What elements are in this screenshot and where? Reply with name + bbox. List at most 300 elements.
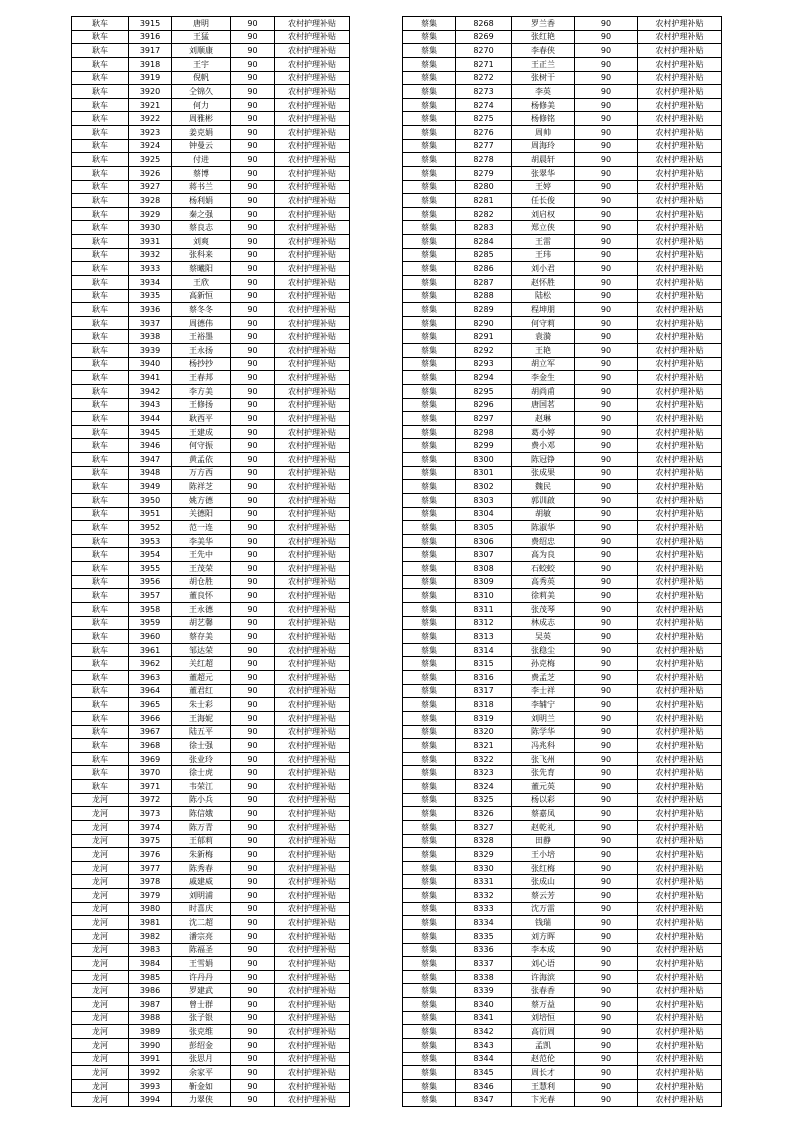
amount-cell: 90	[575, 780, 638, 794]
amount-cell: 90	[231, 1038, 275, 1052]
name-cell: 周长才	[512, 1066, 575, 1080]
table-row	[72, 1038, 350, 1052]
town-cell: 龙河	[72, 834, 129, 848]
table-row	[72, 275, 350, 289]
amount-cell: 90	[231, 521, 275, 535]
subsidy-type-cell: 农村护理补贴	[275, 289, 350, 303]
table-row	[403, 371, 722, 385]
serial-number-cell: 3964	[129, 684, 172, 698]
subsidy-type-cell: 农村护理补贴	[638, 439, 722, 453]
subsidy-type-cell: 农村护理补贴	[638, 875, 722, 889]
name-cell: 陆五平	[172, 725, 231, 739]
serial-number-cell: 3951	[129, 507, 172, 521]
amount-cell: 90	[231, 984, 275, 998]
table-row	[72, 957, 350, 971]
serial-number-cell: 3934	[129, 275, 172, 289]
serial-number-cell: 3919	[129, 71, 172, 85]
amount-cell: 90	[231, 398, 275, 412]
serial-number-cell: 8318	[456, 698, 512, 712]
table-row	[403, 793, 722, 807]
subsidy-type-cell: 农村护理补贴	[638, 616, 722, 630]
name-cell: 杨修铭	[512, 112, 575, 126]
subsidy-type-cell: 农村护理补贴	[638, 957, 722, 971]
table-row	[72, 902, 350, 916]
town-cell: 蔡集	[403, 194, 456, 208]
table-row	[72, 861, 350, 875]
town-cell: 蔡集	[403, 384, 456, 398]
name-cell: 高秀英	[512, 575, 575, 589]
town-cell: 龙河	[72, 970, 129, 984]
table-row	[403, 766, 722, 780]
subsidy-type-cell: 农村护理补贴	[275, 616, 350, 630]
table-row	[72, 1066, 350, 1080]
name-cell: 胡仓胜	[172, 575, 231, 589]
amount-cell: 90	[575, 412, 638, 426]
name-cell: 张春香	[512, 984, 575, 998]
table-row	[403, 221, 722, 235]
name-cell: 王建成	[172, 425, 231, 439]
name-cell: 张红梅	[512, 861, 575, 875]
town-cell: 蔡集	[403, 562, 456, 576]
amount-cell: 90	[575, 562, 638, 576]
serial-number-cell: 8333	[456, 902, 512, 916]
table-row	[72, 521, 350, 535]
table-row	[403, 616, 722, 630]
amount-cell: 90	[231, 316, 275, 330]
town-cell: 蔡集	[403, 671, 456, 685]
subsidy-type-cell: 农村护理补贴	[275, 480, 350, 494]
table-row	[403, 180, 722, 194]
town-cell: 耿车	[72, 643, 129, 657]
name-cell: 陈淑华	[512, 521, 575, 535]
name-cell: 王猛	[172, 30, 231, 44]
subsidy-type-cell: 农村护理补贴	[275, 834, 350, 848]
town-cell: 耿车	[72, 139, 129, 153]
name-cell: 李方美	[172, 384, 231, 398]
serial-number-cell: 3954	[129, 548, 172, 562]
town-cell: 龙河	[72, 943, 129, 957]
table-row	[72, 412, 350, 426]
subsidy-type-cell: 农村护理补贴	[638, 412, 722, 426]
name-cell: 王永扬	[172, 344, 231, 358]
subsidy-type-cell: 农村护理补贴	[638, 1079, 722, 1093]
amount-cell: 90	[575, 235, 638, 249]
amount-cell: 90	[231, 466, 275, 480]
name-cell: 赵范伦	[512, 1052, 575, 1066]
serial-number-cell: 8308	[456, 562, 512, 576]
serial-number-cell: 3942	[129, 384, 172, 398]
subsidy-type-cell: 农村护理补贴	[638, 357, 722, 371]
town-cell: 龙河	[72, 957, 129, 971]
name-cell: 张飞州	[512, 752, 575, 766]
amount-cell: 90	[231, 344, 275, 358]
name-cell: 赵乾礼	[512, 820, 575, 834]
serial-number-cell: 3940	[129, 357, 172, 371]
table-row	[72, 126, 350, 140]
amount-cell: 90	[575, 793, 638, 807]
town-cell: 蔡集	[403, 793, 456, 807]
serial-number-cell: 3981	[129, 916, 172, 930]
amount-cell: 90	[231, 589, 275, 603]
town-cell: 蔡集	[403, 657, 456, 671]
table-row	[72, 1011, 350, 1025]
serial-number-cell: 3993	[129, 1079, 172, 1093]
town-cell: 龙河	[72, 1052, 129, 1066]
amount-cell: 90	[231, 493, 275, 507]
subsidy-type-cell: 农村护理补贴	[275, 1093, 350, 1107]
table-row	[403, 207, 722, 221]
table-row	[403, 1025, 722, 1039]
town-cell: 耿车	[72, 153, 129, 167]
serial-number-cell: 8290	[456, 316, 512, 330]
subsidy-type-cell: 农村护理补贴	[275, 425, 350, 439]
table-row	[72, 630, 350, 644]
amount-cell: 90	[575, 766, 638, 780]
table-row	[403, 166, 722, 180]
town-cell: 龙河	[72, 807, 129, 821]
amount-cell: 90	[575, 44, 638, 58]
name-cell: 张茂琴	[512, 602, 575, 616]
amount-cell: 90	[575, 534, 638, 548]
subsidy-type-cell: 农村护理补贴	[275, 657, 350, 671]
town-cell: 耿车	[72, 575, 129, 589]
table-row	[403, 780, 722, 794]
serial-number-cell: 8298	[456, 425, 512, 439]
amount-cell: 90	[575, 807, 638, 821]
table-row	[72, 480, 350, 494]
subsidy-type-cell: 农村护理补贴	[275, 1025, 350, 1039]
subsidy-type-cell: 农村护理补贴	[275, 957, 350, 971]
serial-number-cell: 3953	[129, 534, 172, 548]
town-cell: 龙河	[72, 1038, 129, 1052]
town-cell: 蔡集	[403, 630, 456, 644]
town-cell: 蔡集	[403, 1025, 456, 1039]
town-cell: 蔡集	[403, 44, 456, 58]
name-cell: 万方西	[172, 466, 231, 480]
table-row	[403, 739, 722, 753]
table-row	[72, 534, 350, 548]
serial-number-cell: 3968	[129, 739, 172, 753]
name-cell: 彭绍金	[172, 1038, 231, 1052]
subsidy-type-cell: 农村护理补贴	[275, 698, 350, 712]
town-cell: 耿车	[72, 207, 129, 221]
subsidy-type-cell: 农村护理补贴	[275, 875, 350, 889]
subsidy-type-cell: 农村护理补贴	[275, 711, 350, 725]
serial-number-cell: 8286	[456, 262, 512, 276]
name-cell: 孙克梅	[512, 657, 575, 671]
serial-number-cell: 8270	[456, 44, 512, 58]
subsidy-type-cell: 农村护理补贴	[275, 820, 350, 834]
name-cell: 李美华	[172, 534, 231, 548]
amount-cell: 90	[575, 357, 638, 371]
serial-number-cell: 3930	[129, 221, 172, 235]
name-cell: 王雪娟	[172, 957, 231, 971]
town-cell: 耿车	[72, 752, 129, 766]
table-row	[403, 998, 722, 1012]
table-row	[403, 684, 722, 698]
serial-number-cell: 3938	[129, 330, 172, 344]
amount-cell: 90	[575, 112, 638, 126]
name-cell: 张稳尘	[512, 643, 575, 657]
amount-cell: 90	[575, 344, 638, 358]
name-cell: 王海妮	[172, 711, 231, 725]
subsidy-type-cell: 农村护理补贴	[275, 453, 350, 467]
name-cell: 何守莉	[512, 316, 575, 330]
amount-cell: 90	[575, 616, 638, 630]
subsidy-type-cell: 农村护理补贴	[275, 521, 350, 535]
subsidy-type-cell: 农村护理补贴	[638, 739, 722, 753]
amount-cell: 90	[575, 657, 638, 671]
amount-cell: 90	[231, 752, 275, 766]
serial-number-cell: 8278	[456, 153, 512, 167]
table-row	[403, 725, 722, 739]
subsidy-type-cell: 农村护理补贴	[638, 221, 722, 235]
serial-number-cell: 8328	[456, 834, 512, 848]
subsidy-type-cell: 农村护理补贴	[275, 575, 350, 589]
serial-number-cell: 3918	[129, 57, 172, 71]
amount-cell: 90	[575, 180, 638, 194]
name-cell: 刘明浦	[172, 889, 231, 903]
name-cell: 程坤朋	[512, 303, 575, 317]
subsidy-type-cell: 农村护理补贴	[638, 929, 722, 943]
amount-cell: 90	[231, 671, 275, 685]
town-cell: 蔡集	[403, 71, 456, 85]
amount-cell: 90	[231, 889, 275, 903]
name-cell: 陈学华	[512, 725, 575, 739]
table-row	[72, 44, 350, 58]
serial-number-cell: 3990	[129, 1038, 172, 1052]
subsidy-type-cell: 农村护理补贴	[275, 235, 350, 249]
town-cell: 耿车	[72, 384, 129, 398]
name-cell: 王先中	[172, 548, 231, 562]
amount-cell: 90	[231, 57, 275, 71]
town-cell: 蔡集	[403, 521, 456, 535]
town-cell: 蔡集	[403, 575, 456, 589]
name-cell: 李本成	[512, 943, 575, 957]
town-cell: 蔡集	[403, 984, 456, 998]
name-cell: 李士祥	[512, 684, 575, 698]
table-row	[403, 698, 722, 712]
name-cell: 姚方德	[172, 493, 231, 507]
name-cell: 张树干	[512, 71, 575, 85]
table-row	[403, 384, 722, 398]
serial-number-cell: 8321	[456, 739, 512, 753]
serial-number-cell: 3958	[129, 602, 172, 616]
town-cell: 耿车	[72, 630, 129, 644]
subsidy-type-cell: 农村护理补贴	[638, 1066, 722, 1080]
name-cell: 胡晨轩	[512, 153, 575, 167]
subsidy-type-cell: 农村护理补贴	[638, 289, 722, 303]
town-cell: 耿车	[72, 235, 129, 249]
town-cell: 龙河	[72, 998, 129, 1012]
name-cell: 魏民	[512, 480, 575, 494]
subsidy-type-cell: 农村护理补贴	[638, 998, 722, 1012]
serial-number-cell: 8326	[456, 807, 512, 821]
serial-number-cell: 3933	[129, 262, 172, 276]
table-row	[403, 303, 722, 317]
serial-number-cell: 8344	[456, 1052, 512, 1066]
table-row	[403, 330, 722, 344]
name-cell: 刘启权	[512, 207, 575, 221]
serial-number-cell: 3921	[129, 98, 172, 112]
subsidy-type-cell: 农村护理补贴	[638, 398, 722, 412]
serial-number-cell: 8345	[456, 1066, 512, 1080]
serial-number-cell: 8322	[456, 752, 512, 766]
amount-cell: 90	[575, 153, 638, 167]
town-cell: 蔡集	[403, 752, 456, 766]
serial-number-cell: 3982	[129, 929, 172, 943]
subsidy-type-cell: 农村护理补贴	[275, 153, 350, 167]
name-cell: 蔡冬冬	[172, 303, 231, 317]
name-cell: 朱新梅	[172, 848, 231, 862]
name-cell: 周德伟	[172, 316, 231, 330]
serial-number-cell: 8299	[456, 439, 512, 453]
town-cell: 蔡集	[403, 943, 456, 957]
subsidy-type-cell: 农村护理补贴	[275, 861, 350, 875]
serial-number-cell: 8327	[456, 820, 512, 834]
subsidy-type-cell: 农村护理补贴	[638, 98, 722, 112]
amount-cell: 90	[231, 371, 275, 385]
subsidy-type-cell: 农村护理补贴	[638, 820, 722, 834]
table-row	[403, 889, 722, 903]
serial-number-cell: 3965	[129, 698, 172, 712]
serial-number-cell: 3983	[129, 943, 172, 957]
subsidy-type-cell: 农村护理补贴	[638, 262, 722, 276]
amount-cell: 90	[575, 207, 638, 221]
name-cell: 倪帆	[172, 71, 231, 85]
subsidy-type-cell: 农村护理补贴	[638, 671, 722, 685]
subsidy-type-cell: 农村护理补贴	[275, 194, 350, 208]
town-cell: 蔡集	[403, 398, 456, 412]
town-cell: 蔡集	[403, 766, 456, 780]
town-cell: 耿车	[72, 303, 129, 317]
subsidy-type-cell: 农村护理补贴	[638, 126, 722, 140]
serial-number-cell: 8272	[456, 71, 512, 85]
amount-cell: 90	[575, 875, 638, 889]
subsidy-type-cell: 农村护理补贴	[638, 194, 722, 208]
table-row	[403, 44, 722, 58]
amount-cell: 90	[575, 221, 638, 235]
town-cell: 龙河	[72, 793, 129, 807]
amount-cell: 90	[575, 1052, 638, 1066]
serial-number-cell: 8284	[456, 235, 512, 249]
amount-cell: 90	[575, 480, 638, 494]
amount-cell: 90	[575, 71, 638, 85]
name-cell: 卞光春	[512, 1093, 575, 1107]
amount-cell: 90	[575, 371, 638, 385]
serial-number-cell: 8323	[456, 766, 512, 780]
table-row	[72, 262, 350, 276]
name-cell: 王永德	[172, 602, 231, 616]
town-cell: 耿车	[72, 684, 129, 698]
subsidy-type-cell: 农村护理补贴	[638, 57, 722, 71]
table-row	[72, 875, 350, 889]
table-row	[403, 548, 722, 562]
table-row	[403, 848, 722, 862]
subsidy-type-cell: 农村护理补贴	[275, 507, 350, 521]
town-cell: 蔡集	[403, 698, 456, 712]
table-row	[72, 289, 350, 303]
town-cell: 蔡集	[403, 344, 456, 358]
town-cell: 蔡集	[403, 1038, 456, 1052]
town-cell: 蔡集	[403, 739, 456, 753]
name-cell: 蔡云芳	[512, 889, 575, 903]
name-cell: 葛小婷	[512, 425, 575, 439]
amount-cell: 90	[575, 521, 638, 535]
table-row	[72, 166, 350, 180]
name-cell: 姜克娟	[172, 126, 231, 140]
subsidy-type-cell: 农村护理补贴	[275, 1011, 350, 1025]
name-cell: 赵怀胜	[512, 275, 575, 289]
name-cell: 刘顺康	[172, 44, 231, 58]
amount-cell: 90	[231, 657, 275, 671]
town-cell: 耿车	[72, 562, 129, 576]
name-cell: 王玮	[512, 248, 575, 262]
amount-cell: 90	[575, 466, 638, 480]
amount-cell: 90	[575, 548, 638, 562]
name-cell: 王茂荣	[172, 562, 231, 576]
serial-number-cell: 8331	[456, 875, 512, 889]
subsidy-type-cell: 农村护理补贴	[275, 916, 350, 930]
serial-number-cell: 8336	[456, 943, 512, 957]
amount-cell: 90	[231, 916, 275, 930]
town-cell: 耿车	[72, 248, 129, 262]
serial-number-cell: 3970	[129, 766, 172, 780]
serial-number-cell: 8341	[456, 1011, 512, 1025]
name-cell: 董超元	[172, 671, 231, 685]
town-cell: 龙河	[72, 1093, 129, 1107]
amount-cell: 90	[575, 602, 638, 616]
amount-cell: 90	[231, 248, 275, 262]
amount-cell: 90	[231, 262, 275, 276]
table-row	[72, 698, 350, 712]
amount-cell: 90	[575, 630, 638, 644]
serial-number-cell: 8317	[456, 684, 512, 698]
subsidy-type-cell: 农村护理补贴	[638, 970, 722, 984]
serial-number-cell: 3986	[129, 984, 172, 998]
amount-cell: 90	[575, 398, 638, 412]
table-row	[403, 943, 722, 957]
amount-cell: 90	[231, 71, 275, 85]
serial-number-cell: 8274	[456, 98, 512, 112]
amount-cell: 90	[231, 943, 275, 957]
serial-number-cell: 3945	[129, 425, 172, 439]
town-cell: 耿车	[72, 398, 129, 412]
name-cell: 陆松	[512, 289, 575, 303]
amount-cell: 90	[231, 275, 275, 289]
amount-cell: 90	[575, 957, 638, 971]
name-cell: 沈二超	[172, 916, 231, 930]
name-cell: 吴英	[512, 630, 575, 644]
name-cell: 王慧利	[512, 1079, 575, 1093]
subsidy-type-cell: 农村护理补贴	[275, 262, 350, 276]
town-cell: 龙河	[72, 848, 129, 862]
table-row	[403, 153, 722, 167]
amount-cell: 90	[231, 480, 275, 494]
serial-number-cell: 8335	[456, 929, 512, 943]
town-cell: 蔡集	[403, 902, 456, 916]
serial-number-cell: 8280	[456, 180, 512, 194]
table-row	[72, 71, 350, 85]
subsidy-type-cell: 农村护理补贴	[638, 684, 722, 698]
name-cell: 许丹丹	[172, 970, 231, 984]
serial-number-cell: 3957	[129, 589, 172, 603]
table-row	[72, 929, 350, 943]
town-cell: 耿车	[72, 57, 129, 71]
amount-cell: 90	[231, 126, 275, 140]
table-row	[403, 30, 722, 44]
serial-number-cell: 8340	[456, 998, 512, 1012]
